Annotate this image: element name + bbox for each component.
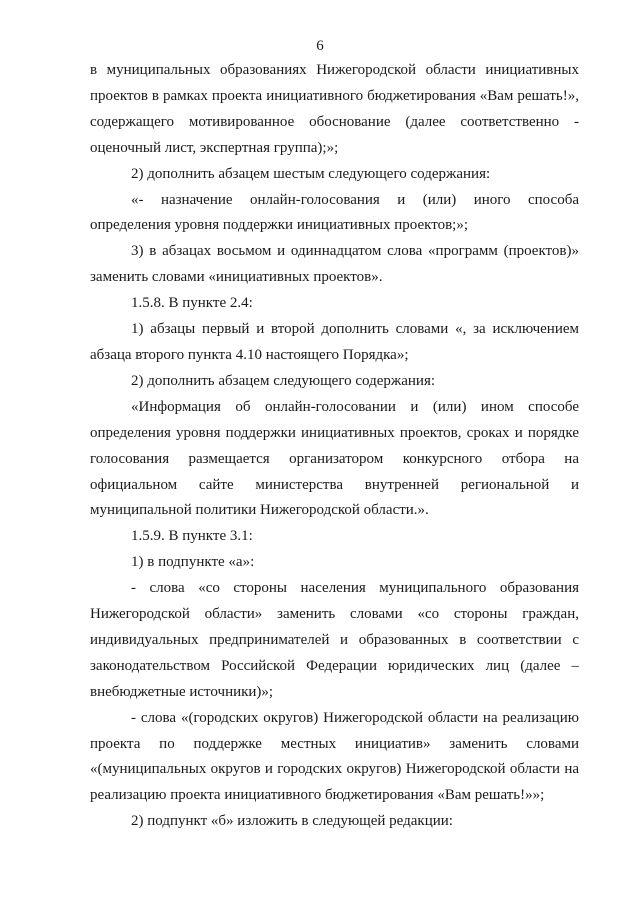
document-body: [90, 58, 579, 835]
paragraph: 1) в подпункте «а»:: [131, 554, 255, 571]
paragraph: в муниципальных образованиях Нижегородской области инициативных проектов в рамках проекта инициативного бюджетирования «Вам решать!», содержащего мотивированное обоснование (далее соответственно - оценочный лист, экспертная группа);»;: [90, 62, 579, 156]
paragraph: 1.5.9. В пункте 3.1:: [131, 528, 253, 545]
paragraph: - слова «(городских округов) Нижегородской области на реализацию проекта по поддержке местных инициатив» заменить словами «(муниципальных округов и городских округов) Нижегородской области на реализацию проекта инициативного бюджетирования «Вам решать!»»;: [90, 709, 579, 804]
paragraph: 1.5.8. В пункте 2.4:: [131, 295, 253, 312]
paragraph: 1) абзацы первый и второй дополнить словами «, за исключением абзаца второго пункта 4.10 настоящего Порядка»;: [90, 321, 579, 363]
paragraph: «Информация об онлайн-голосовании и (или) ином способе определения уровня поддержки инициативных проектов, сроках и порядке голосования размещается организатором конкурсного отбора на официальном сайте министерства внутренней региональной и муниципальной политики Нижегородской области.».: [90, 398, 579, 519]
paragraph: - слова «со стороны населения муниципального образования Нижегородской области» заменить словами «со стороны граждан, индивидуальных предпринимателей и образованных в соответствии с законодательством Российской Федерации юридических лиц (далее – внебюджетные источники)»;: [90, 580, 579, 700]
paragraph: 3) в абзацах восьмом и одиннадцатом слова «программ (проектов)» заменить словами «инициативных проектов».: [90, 243, 579, 286]
page-number: 6: [316, 38, 324, 54]
paragraph: 2) дополнить абзацем шестым следующего содержания:: [131, 165, 491, 182]
paragraph: 2) дополнить абзацем следующего содержания:: [131, 372, 436, 389]
paragraph: 2) подпункт «б» изложить в следующей редакции:: [131, 813, 453, 830]
paragraph: «- назначение онлайн-голосования и (или) иного способа определения уровня поддержки инициативных проектов;»;: [90, 191, 579, 234]
